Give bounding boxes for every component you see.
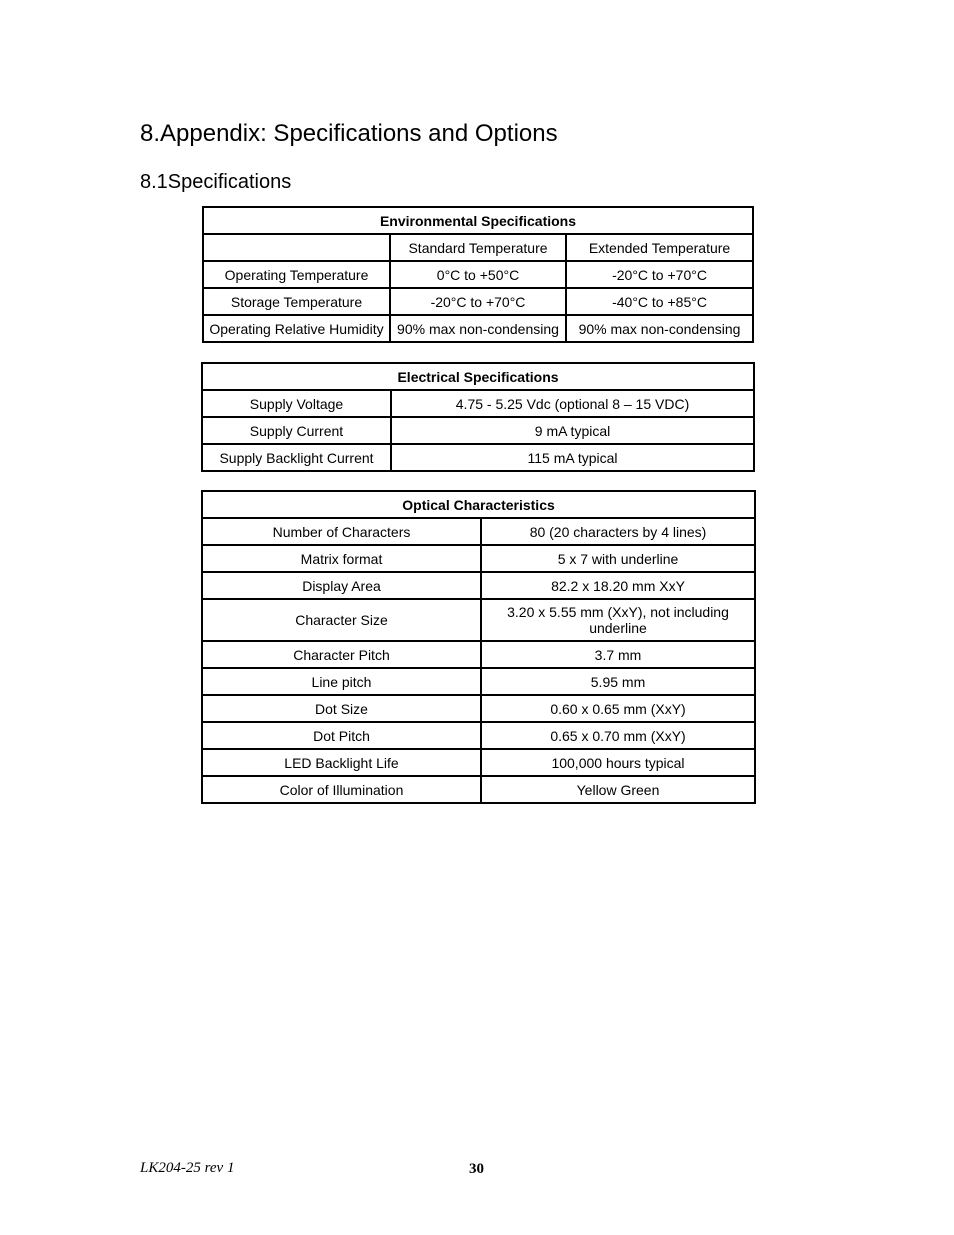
optical-characteristics-table	[201, 490, 756, 804]
row-label: Operating Temperature	[203, 261, 390, 288]
table-title-row	[202, 363, 754, 390]
table-row	[203, 261, 753, 288]
row-label: Number of Characters	[202, 518, 481, 545]
table-cell: 5 x 7 with underline	[481, 545, 755, 572]
table-row	[202, 545, 755, 572]
electrical-specs-table	[201, 362, 755, 472]
page-title: 8.Appendix: Specifications and Options	[140, 120, 558, 147]
table-cell: 9 mA typical	[391, 417, 754, 444]
table-cell: 3.20 x 5.55 mm (XxY), not including underline	[481, 599, 755, 641]
table-cell: 0.65 x 0.70 mm (XxY)	[481, 722, 755, 749]
row-label: Storage Temperature	[203, 288, 390, 315]
column-header: Extended Temperature	[566, 234, 753, 261]
table-row	[202, 390, 754, 417]
table-row	[202, 695, 755, 722]
table-header-row	[203, 234, 753, 261]
row-label: Supply Current	[202, 417, 391, 444]
row-label: Character Pitch	[202, 641, 481, 668]
table-cell: -20°C to +70°C	[390, 288, 566, 315]
table-cell: 5.95 mm	[481, 668, 755, 695]
table-cell: 0.60 x 0.65 mm (XxY)	[481, 695, 755, 722]
row-label: Display Area	[202, 572, 481, 599]
table-row	[202, 641, 755, 668]
table-cell: -20°C to +70°C	[566, 261, 753, 288]
row-label: LED Backlight Life	[202, 749, 481, 776]
row-label: Dot Pitch	[202, 722, 481, 749]
table-cell: 90% max non-condensing	[390, 315, 566, 342]
column-header	[203, 234, 390, 261]
table-row	[202, 518, 755, 545]
footer-page-number: 30	[469, 1161, 484, 1177]
table-row	[202, 599, 755, 641]
environmental-specs-table	[202, 206, 754, 343]
table-row	[202, 722, 755, 749]
row-label: Operating Relative Humidity	[203, 315, 390, 342]
table-row	[202, 776, 755, 803]
row-label: Dot Size	[202, 695, 481, 722]
table-cell: 80 (20 characters by 4 lines)	[481, 518, 755, 545]
footer-doc-id: LK204-25 rev 1	[140, 1160, 235, 1176]
table-row	[203, 315, 753, 342]
row-label: Supply Backlight Current	[202, 444, 391, 471]
table-title-row	[202, 491, 755, 518]
table-row	[203, 288, 753, 315]
row-label: Supply Voltage	[202, 390, 391, 417]
section-title: 8.1Specifications	[140, 171, 292, 193]
row-label: Color of Illumination	[202, 776, 481, 803]
table-cell: 4.75 - 5.25 Vdc (optional 8 – 15 VDC)	[391, 390, 754, 417]
table-row	[202, 444, 754, 471]
row-label: Character Size	[202, 599, 481, 641]
table-title-row	[203, 207, 753, 234]
table-cell: Yellow Green	[481, 776, 755, 803]
table-row	[202, 668, 755, 695]
table-cell: 100,000 hours typical	[481, 749, 755, 776]
table-cell: 3.7 mm	[481, 641, 755, 668]
table-row	[202, 417, 754, 444]
table-cell: 82.2 x 18.20 mm XxY	[481, 572, 755, 599]
row-label: Matrix format	[202, 545, 481, 572]
row-label: Line pitch	[202, 668, 481, 695]
table-cell: 90% max non-condensing	[566, 315, 753, 342]
table-cell: 115 mA typical	[391, 444, 754, 471]
table-row	[202, 749, 755, 776]
electrical-specs-title: Electrical Specifications	[202, 363, 754, 390]
table-cell: -40°C to +85°C	[566, 288, 753, 315]
environmental-specs-title: Environmental Specifications	[203, 207, 753, 234]
table-row	[202, 572, 755, 599]
table-cell: 0°C to +50°C	[390, 261, 566, 288]
optical-characteristics-title: Optical Characteristics	[202, 491, 755, 518]
column-header: Standard Temperature	[390, 234, 566, 261]
